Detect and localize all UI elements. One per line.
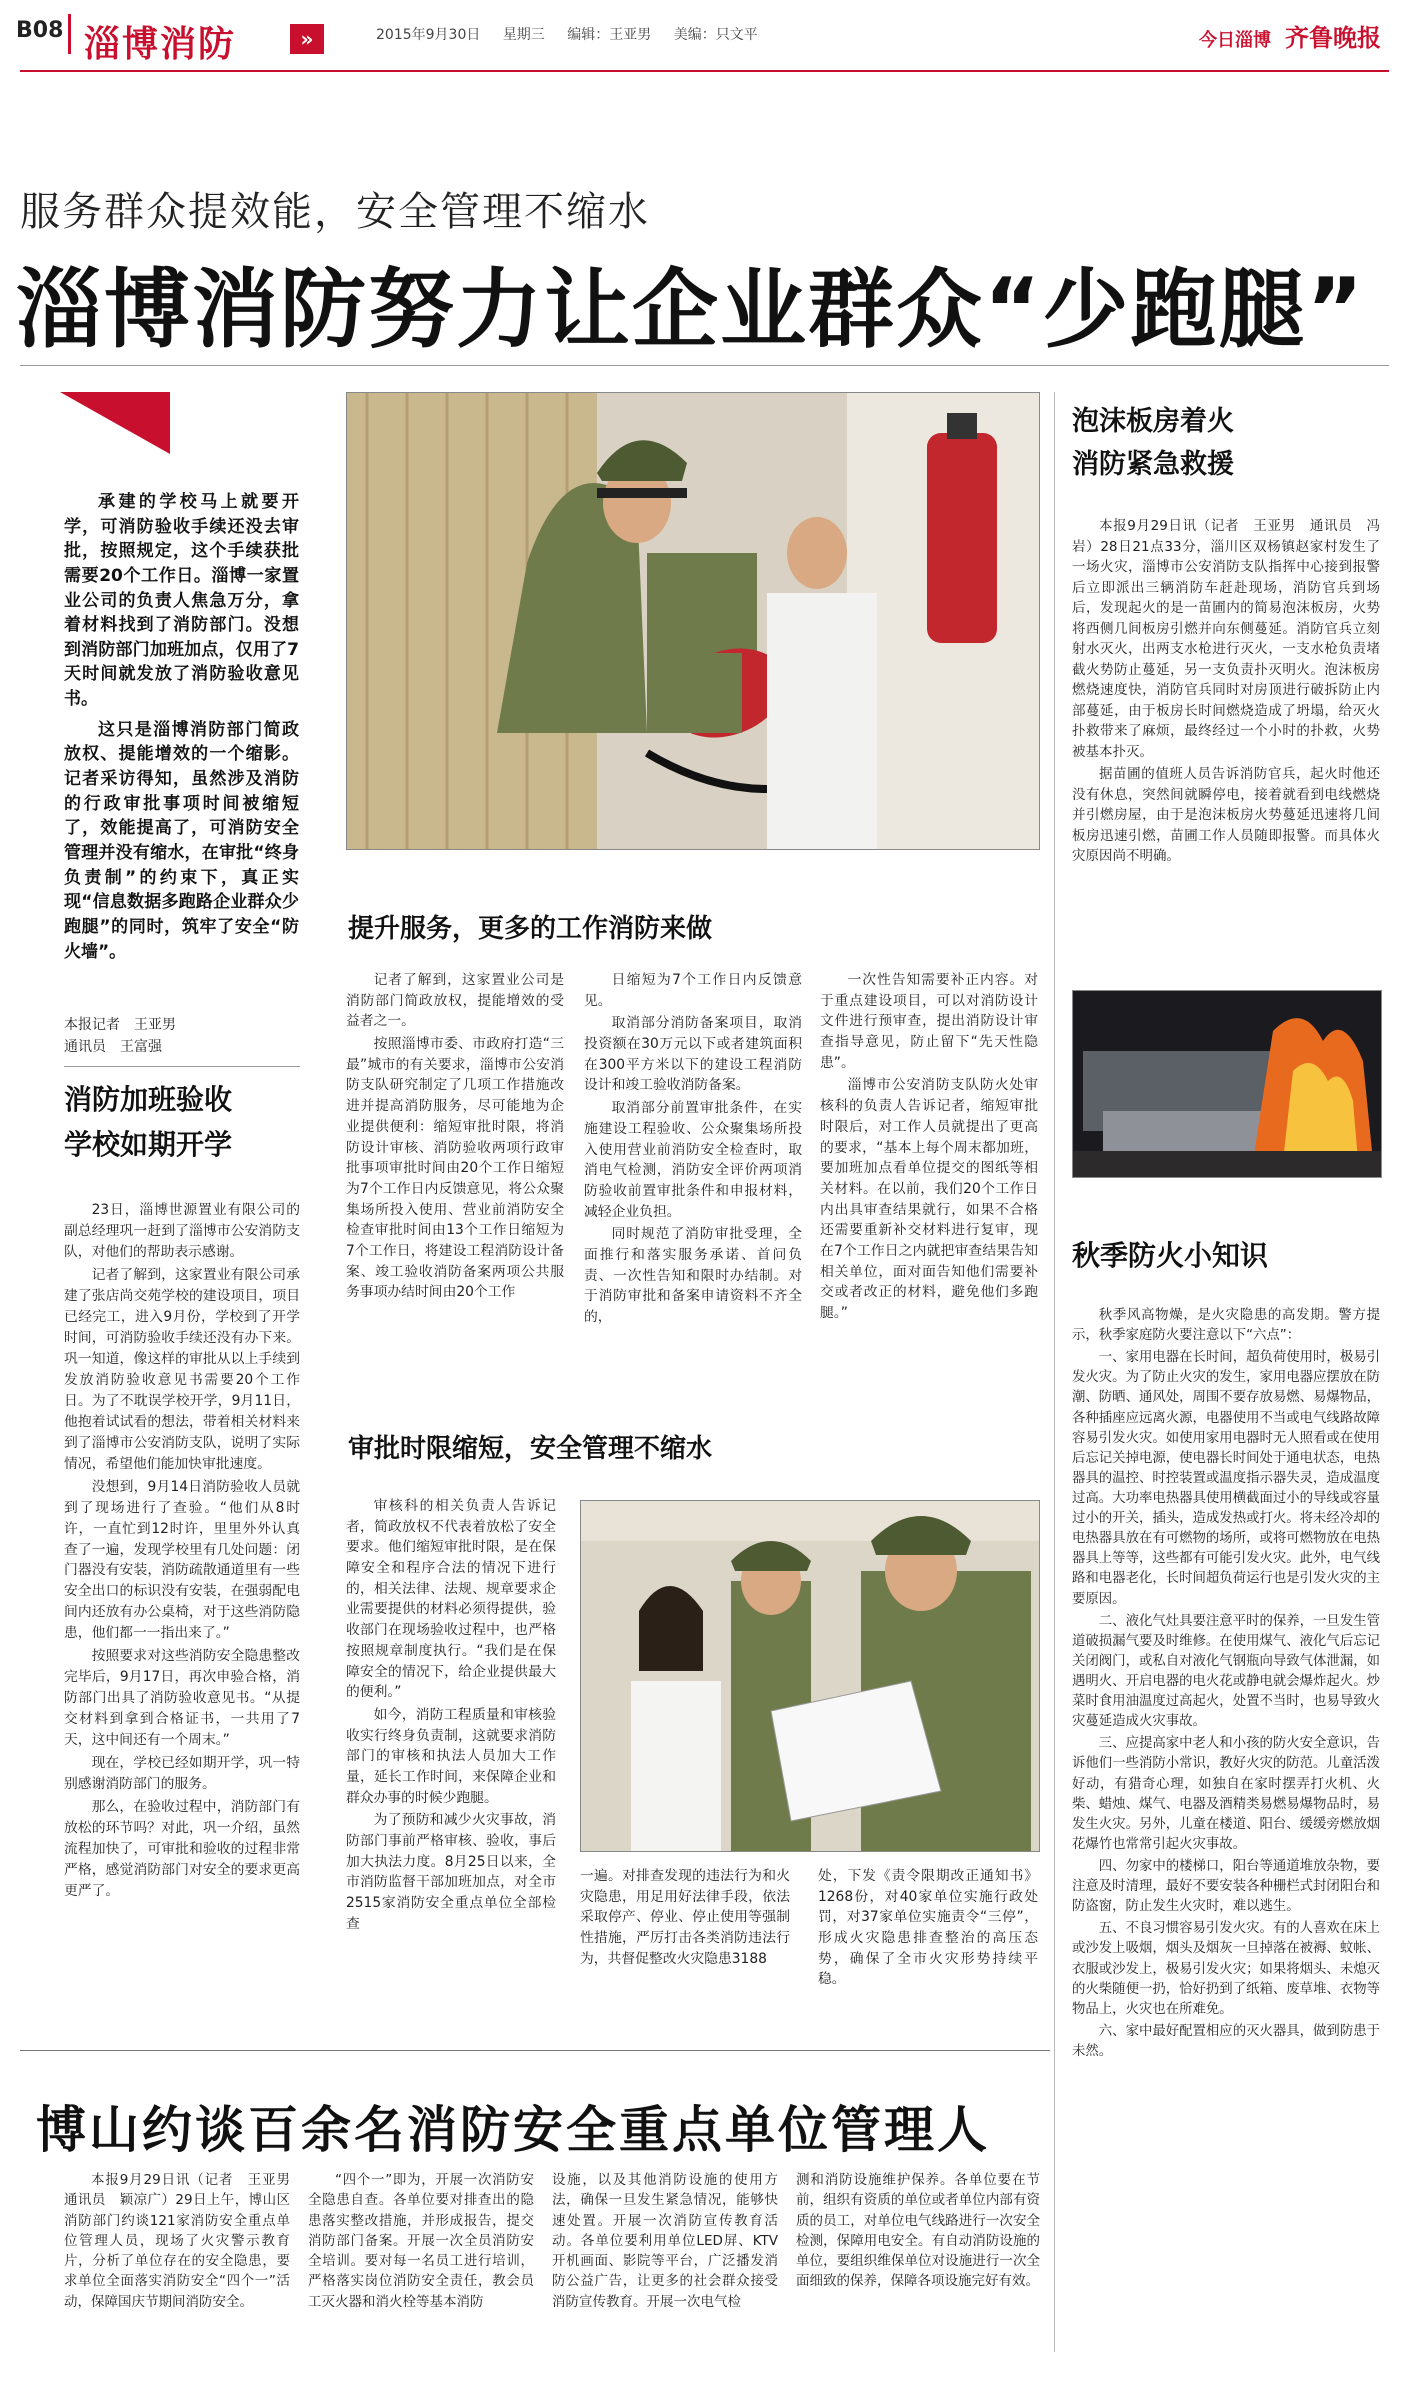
brand-name: 齐鲁晚报 (1285, 23, 1381, 52)
bottom-story-rule (20, 2050, 1050, 2051)
bottom-paragraph: 设施，以及其他消防设施的使用方法，确保一旦发生紧急情况，能够快速处置。开展一次消防宣传教育活动。各单位要利用单位LED屏、KTV开机画面、影院等平台，广泛播发消防公益广告，让更多的社会群众接受消防宣传教育。开展一次电气检 (552, 2172, 778, 2310)
s2-paragraph: 处，下发《责令限期改正通知书》1268份，对40家单位实施行政处罚，对37家单位实施责令“三停”，形成火灾隐患排查整治的高压态势，确保了全市火灾形势持续平稳。 (818, 1868, 1038, 1988)
photo-drawing-review-image (581, 1501, 1039, 1851)
section-head-service: 提升服务，更多的工作消防来做 (348, 914, 713, 944)
tip-paragraph: 五、不良习惯容易引发火灾。有的人喜欢在床上或沙发上吸烟，烟头及烟灰一旦掉落在被褥、蚊帐、衣服或沙发上，极易引发火灾；如果将烟头、未熄灭的火柴随便一扔，恰好扔到了纸箱、废草堆、衣物等物品上，火灾也在所难免。 (1072, 1921, 1380, 2017)
side-paragraph: 23日，淄博世源置业有限公司的副总经理巩一赶到了淄博市公安消防支队，对他们的帮助表示感谢。 (64, 1202, 300, 1260)
lead-paragraph: 承建的学校马上就要开学，可消防验收手续还没去审批，按照规定，这个手续获批需要20个工作日。淄博一家置业公司的负责人焦急万分，拿着材料找到了消防部门。没想到消防部门加班加点，仅用了7天时间就发放了消防验收意见书。 (64, 492, 299, 710)
s2-paragraph: 审核科的相关负责人告诉记者，简政放权不代表着放松了安全要求。他们缩短审批时限，是在保障安全和程序合法的情况下进行的，相关法律、法规、规章要求企业需要提供的材料必须得提供，验收部门在现场验收过程中，也严格按照规章制度执行。“我们是在保障安全的情况下，给企业提供最大的便利。” (346, 1498, 556, 1701)
s1-paragraph: 按照淄博市委、市政府打造“三最”城市的有关要求，淄博市公安消防支队研究制定了几项工作措施改进并提高消防服务，尽可能地为企业提供便利：缩短审批时限，将消防设计审核、消防验收两项行政审批事项审批时间由20个工作日缩短为7个工作日内反馈意见，将公众聚集场所投入使用、营业前消防安全检查审批时间由13个工作日缩短为7个工作日，将建设工程消防设计备案、竣工验收消防备案两项公共服务事项办结时间由20个工作 (346, 1036, 564, 1301)
bottom-paragraph: 本报9月29日讯（记者 王亚男 通讯员 颖凉广）29日上午，博山区消防部门约谈121家消防安全重点单位管理人员，现场了火灾警示教育片，分析了单位存在的安全隐患，要求单位全面落实消防安全“四个一”活动，保障国庆节期间消防安全。 (64, 2172, 304, 2310)
section-title: 淄博消防 (84, 24, 237, 65)
bottom-headline: 博山约谈百余名消防安全重点单位管理人 (36, 2101, 990, 2159)
tip-paragraph: 三、应提高家中老人和小孩的防火安全意识，告诉他们一些消防小常识，教好火灾的防范。儿童活泼好动，有猎奇心理，如独自在家时摆弄打火机、火柴、蜡烛、煤气、电器及酒精类易燃易爆物品时，易发生火灾。另外，儿童在楼道、阳台、缓缓旁燃放烟花爆竹也常常引起火灾事故。 (1072, 1736, 1380, 1852)
fire-tips-body (1072, 1306, 1380, 2064)
byline-rule (64, 1066, 300, 1067)
tip-paragraph: 二、液化气灶具要注意平时的保养，一旦发生管道破损漏气要及时维修。在使用煤气、液化气后忘记关闭阀门，或私自对液化气钢瓶向导致气体泄漏，如遇明火、开启电器的电火花或静电就会爆炸起火。炒菜时食用油温度过高起火，处置不当时，也易导致火灾蔓延造成火灾事故。 (1072, 1613, 1380, 1730)
s2-paragraph: 如今，消防工程质量和审核验收实行终身负责制，这就要求消防部门的审核和执法人员加大工作量，延长工作时间，来保障企业和群众办事的时候少跑腿。 (346, 1706, 556, 1806)
lead-byline (64, 1014, 294, 1059)
bottom-col1 (64, 2170, 304, 2314)
lead-intro (64, 490, 299, 970)
lead-headline: 淄博消防努力让企业群众“少跑腿” (16, 260, 1366, 360)
bottom-col3 (552, 2170, 778, 2314)
section-arrow-icon: » (290, 24, 324, 54)
tip-paragraph: 一、家用电器在长时间，超负荷使用时，极易引发火灾。为了防止火灾的发生，家用电器应摆放在防潮、防晒、通风处，周围不要存放易燃、易爆物品，各种插座应远离火源，电器使用不当或电气线路故障容易引发火灾。如使用家用电器时无人照看或在使用后忘记关掉电源，使电器长时间处于通电状态，电热器具的温控、时控装置或温度指示器失灵，造成温度过高。大功率电热器具使用横截面过小的导线或容量过小的开关，插头，造成发热或打火。将未经冷却的电热器具放在有可燃物的场所，或将可燃物放在电热器具上等等，这些都有可能引发火灾。此外，电气线路和电器老化，长时间超负荷运行也是引发火灾的主要原因。 (1072, 1350, 1380, 1607)
side-paragraph: 没想到，9月14日消防验收人员就到了现场进行了查验。“他们从8时许，一直忙到12时许，里里外外认真查了一遍，发现学校里有几处问题：闭门器没有安装，消防疏散通道里有一些安全出口的标识没有安装，在强弱配电间内还放有办公桌椅，对于这些消防隐患，他们都一一指出来了。” (64, 1478, 300, 1642)
tip-paragraph: 秋季风高物燥，是火灾隐患的高发期。警方提示，秋季家庭防火要注意以下“六点”： (1072, 1308, 1380, 1344)
side-paragraph: 按照要求对这些消防安全隐患整改完毕后，9月17日，再次申验合格，消防部门出具了消防验收意见书。“从提交材料到拿到合格证书，一共用了7天，这中间还有一个周末。” (64, 1648, 300, 1749)
s1-paragraph: 淄博市公安消防支队防火处审核科的负责人告诉记者，缩短审批时限后，对工作人员就提出了更高的要求，“基本上每个周末都加班，要加班加点看单位提交的图纸等相关材料。在以前，我们20个工作日内出具审查结果就行，如果不合格还需要重新补交材料进行复审，现在7个工作日之内就把审查结果告知相关单位，面对面告知他们需要补交或者改正的材料，避免他们多跑腿。” (820, 1077, 1038, 1321)
section1-col2 (584, 970, 802, 1330)
bottom-col2 (308, 2170, 534, 2314)
photo-fire-scene-image (1073, 991, 1381, 1177)
header-divider (68, 14, 71, 54)
issue-designer: 美编：只文平 (673, 27, 758, 43)
fire-story-headline (1072, 400, 1234, 486)
issue-editor: 编辑：王亚男 (567, 27, 652, 43)
fire-headline-line: 泡沫板房着火 (1072, 406, 1234, 437)
issue-date: 2015年9月30日 (376, 27, 481, 43)
side-headline-line: 消防加班验收 (64, 1083, 233, 1116)
section2-col3 (818, 1866, 1038, 1992)
s1-paragraph: 记者了解到，这家置业公司是消防部门简政放权，提能增效的受益者之一。 (346, 972, 564, 1030)
byline-correspondent: 通讯员 王富强 (64, 1039, 162, 1056)
red-corner-marker (60, 392, 180, 456)
fire-tips-headline: 秋季防火小知识 (1072, 1239, 1269, 1272)
bottom-paragraph: 测和消防设施维护保养。各单位要在节前，组织有资质的单位或者单位内部有资质的员工，对单位电气线路进行一次安全检测，保障用电安全。有自动消防设施的单位，要组织维保单位对设施进行一次全面细致的保养，保障各项设施完好有效。 (796, 2172, 1040, 2290)
lead-subtitle: 服务群众提效能，安全管理不缩水 (20, 189, 650, 235)
tip-paragraph: 六、家中最好配置相应的灭火器具，做到防患于未然。 (1072, 2023, 1380, 2059)
bottom-col4 (796, 2170, 1040, 2294)
s1-paragraph: 日缩短为7个工作日内反馈意见。 (584, 972, 802, 1009)
photo-fire-scene (1072, 990, 1382, 1178)
side-paragraph: 现在，学校已经如期开学，巩一特别感谢消防部门的服务。 (64, 1755, 300, 1793)
side-paragraph: 那么，在验收过程中，消防部门有放松的环节吗？对此，巩一介绍，虽然流程加快了，可审批和验收的过程非常严格，感觉消防部门对安全的要求更高更严了。 (64, 1799, 300, 1899)
s1-paragraph: 取消部分前置审批条件，在实施建设工程验收、公众聚集场所投入使用营业前消防安全检查时，取消电气检测，消防安全评价两项消防验收前置审批条件和申报材料，减轻企业负担。 (584, 1100, 802, 1220)
s2-paragraph: 为了预防和减少火灾事故，消防部门事前严格审核、验收，事后加大执法力度。8月25日以来，全市消防监督干部加班加点，对全市2515家消防安全重点单位全部检查 (346, 1812, 556, 1932)
fire-story-body (1072, 516, 1380, 869)
newspaper-brand (1199, 18, 1381, 53)
section1-col1 (346, 970, 564, 1305)
header-rule (20, 70, 1389, 72)
lead-paragraph: 这只是淄博消防部门简政放权、提能增效的一个缩影。记者采访得知，虽然涉及消防的行政审批事项时间被缩短了，效能提高了，可消防安全管理并没有缩水，在审批“终身负责制”的约束下，真正实现“信息数据多跑路企业群众少跑腿”的同时，筑牢了安全“防火墙”。 (64, 719, 299, 962)
s2-paragraph: 一遍。对排查发现的违法行为和火灾隐患，用足用好法律手段，依法采取停产、停业、停止使用等强制性措施，严厉打击各类消防违法行为，共督促整改火灾隐患3188 (580, 1868, 790, 1967)
side-paragraph: 记者了解到，这家置业有限公司承建了张店尚交苑学校的建设项目，项目已经完工，进入9月份，学校到了开学时间，可消防验收手续还没有办下来。巩一知道，像这样的审批从以上手续到发放消防验收意见书需要20个工作日。为了不耽误学校开学，9月11日，他抱着试试看的想法，带着相关材料来到了淄博市公安消防支队，说明了实际情况，希望他们能加快审批速度。 (64, 1266, 300, 1472)
photo-drawing-review (580, 1500, 1040, 1852)
tip-paragraph: 四、勿家中的楼梯口，阳台等通道堆放杂物，要注意及时清理，最好不要安装各种栅栏式封闭阳台和防盗窗，防止发生火灾时，难以逃生。 (1072, 1858, 1380, 1915)
column-divider (1054, 392, 1055, 2352)
page-number: B08 (16, 18, 64, 43)
s1-paragraph: 一次性告知需要补正内容。对于重点建设项目，可以对消防设计文件进行预审查，提出消防设计审查指导意见，防止留下“先天性隐患”。 (820, 972, 1038, 1071)
bottom-paragraph: “四个一”即为，开展一次消防安全隐患自查。各单位要对排查出的隐患落实整改措施，并形成报告，提交消防部门备案。开展一次全员消防安全培训。要对每一名员工进行培训，严格落实岗位消防安全责任，教会员工灭火器和消火栓等基本消防 (308, 2172, 534, 2310)
issue-weekday: 星期三 (502, 27, 545, 43)
brand-small: 今日淄博 (1199, 30, 1271, 51)
side-headline (64, 1078, 232, 1168)
side-story-body (64, 1200, 300, 1904)
section-head-safety: 审批时限缩短，安全管理不缩水 (348, 1434, 713, 1464)
section2-col1 (346, 1496, 556, 1936)
s1-paragraph: 同时规范了消防审批受理，全面推行和落实服务承诺、首问负责、一次性告知和限时办结制。对于消防审批和备案申请资料不齐全的， (584, 1226, 802, 1325)
fire-headline-line: 消防紧急救援 (1072, 449, 1234, 481)
section2-col2 (580, 1866, 790, 1971)
fire-paragraph: 本报9月29日讯（记者 王亚男 通讯员 冯岩）28日21点33分，淄川区双杨镇赵家村发生了一场火灾，淄博市公安消防支队指挥中心接到报警后立即派出三辆消防车赶赴现场，消防官兵到场后，发现起火的是一苗圃内的简易泡沫板房，火势将西侧几间板房引燃并向东侧蔓延。消防官兵立刻射水灭火，出两支水枪进行灭火，一支水枪负责堵截火势防止蔓延，另一支负责扑灭明火。泡沫板房燃烧速度快，消防官兵同时对房顶进行破拆防止内部蔓延，由于板房长时间燃烧造成了坍塌，给灭火扑救带来了麻烦，最终经过一个小时的扑救，火势被基本扑灭。 (1072, 518, 1380, 760)
fire-paragraph: 据苗圃的值班人员告诉消防官兵，起火时他还没有休息，突然间就瞬停电，接着就看到电线燃烧并引燃房屋，由于是泡沫板房火势蔓延迅速将几间板房迅速引燃，苗圃工作人员随即报警。而具体火灾原因尚不明确。 (1072, 766, 1380, 865)
side-headline-line: 学校如期开学 (64, 1127, 233, 1161)
headline-rule (20, 365, 1389, 366)
photo-inspection (346, 392, 1040, 850)
s1-paragraph: 取消部分消防备案项目，取消投资额在30万元以下或者建筑面积在300平方米以下的建设工程消防设计和竣工验收消防备案。 (584, 1015, 802, 1094)
section1-col3 (820, 970, 1038, 1326)
photo-inspection-image (347, 393, 1039, 849)
issue-meta (376, 24, 776, 44)
byline-reporter: 本报记者 王亚男 (64, 1017, 176, 1033)
